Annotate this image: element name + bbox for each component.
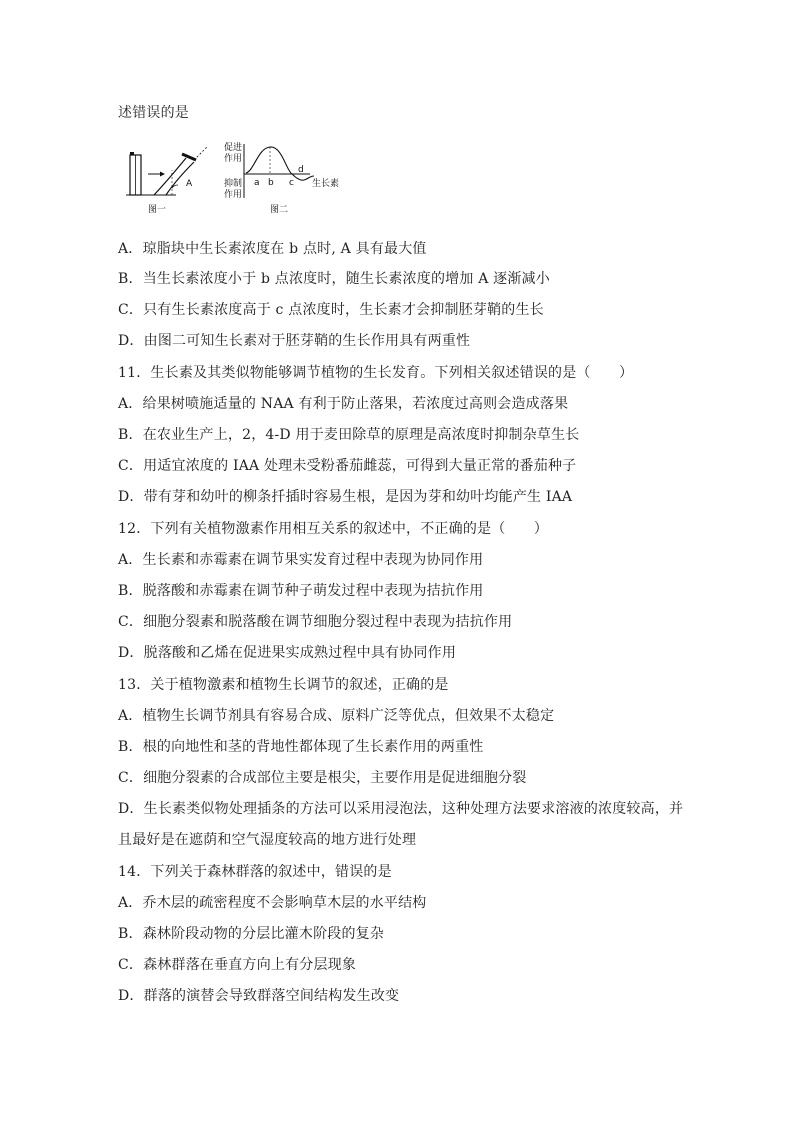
question-intro-text: 述错误的是 bbox=[118, 105, 189, 121]
q14-option-b: B．森林阶段动物的分层比灌木阶段的复杂 bbox=[118, 926, 385, 942]
figure-one bbox=[126, 146, 208, 215]
q11-option-a: A．给果树喷施适量的 NAA 有利于防止落果，若浓度过高则会造成落果 bbox=[118, 396, 569, 412]
q12-option-a: A．生长素和赤霉素在调节果实发育过程中表现为协同作用 bbox=[118, 552, 484, 568]
figure-one-caption: 图一 bbox=[148, 205, 167, 215]
point-a-label: a bbox=[254, 178, 260, 188]
q11-option-b: B．在农业生产上，2，4-D 用于麦田除草的原理是高浓度时抑制杂草生长 bbox=[118, 427, 580, 443]
q10-option-b: B．当生长素浓度小于 b 点浓度时，随生长素浓度的增加 A 逐渐减小 bbox=[118, 271, 550, 287]
q13-stem: 13．关于植物激素和植物生长调节的叙述，正确的是 bbox=[118, 677, 449, 693]
q12-option-d: D．脱落酸和乙烯在促进果实成熟过程中具有协同作用 bbox=[118, 645, 457, 661]
y-axis-lower-label-2: 作用 bbox=[224, 190, 243, 200]
q10-option-a: A．琼脂块中生长素浓度在 b 点时, A 具有最大值 bbox=[118, 241, 427, 257]
q13-option-b: B．根的向地性和茎的背地性都体现了生长素作用的两重性 bbox=[118, 739, 484, 755]
q13-option-a: A．植物生长调节剂具有容易合成、原料广泛等优点，但效果不太稳定 bbox=[118, 708, 555, 724]
q14-stem: 14．下列关于森林群落的叙述中，错误的是 bbox=[118, 864, 392, 880]
growth-curve bbox=[246, 147, 314, 180]
q12-stem: 12．下列有关植物激素作用相互关系的叙述中，不正确的是（ ） bbox=[118, 521, 549, 537]
q13-option-d-continued: 且最好是在遮荫和空气湿度较高的地方进行处理 bbox=[118, 832, 417, 848]
label-a-uppercase: A bbox=[186, 179, 193, 189]
q13-option-d: D．生长素类似物处理插条的方法可以采用浸泡法，这种处理方法要求溶液的浓度较高，并 bbox=[118, 801, 684, 817]
point-d-label: d bbox=[298, 165, 304, 175]
q12-option-b: B．脱落酸和赤霉素在调节种子萌发过程中表现为拮抗作用 bbox=[118, 583, 484, 599]
y-axis-upper-label-1: 促进 bbox=[224, 143, 243, 153]
growth-figure bbox=[124, 140, 350, 220]
q10-option-d: D．由图二可知生长素对于胚芽鞘的生长作用具有两重性 bbox=[118, 333, 471, 349]
q14-option-d: D．群落的演替会导致群落空间结构发生改变 bbox=[118, 988, 400, 1004]
q11-option-d: D．带有芽和幼叶的柳条扦插时容易生根，是因为芽和幼叶均能产生 IAA bbox=[118, 489, 573, 505]
q12-option-c: C．细胞分裂素和脱落酸在调节细胞分裂过程中表现为拮抗作用 bbox=[118, 614, 513, 630]
x-axis-label: 生长素 bbox=[312, 179, 340, 189]
y-axis-upper-label-2: 作用 bbox=[224, 154, 243, 164]
arrow-head-icon bbox=[160, 172, 165, 177]
y-axis-lower-label-1: 抑制 bbox=[224, 179, 243, 189]
point-b-label: b bbox=[268, 178, 274, 188]
q14-option-c: C．森林群落在垂直方向上有分层现象 bbox=[118, 957, 357, 973]
point-c-label: c bbox=[289, 178, 294, 188]
agar-block-tilted bbox=[182, 154, 196, 160]
reference-dashed-line bbox=[194, 146, 208, 160]
q13-option-c: C．细胞分裂素的合成部位主要是根尖，主要作用是促进细胞分裂 bbox=[118, 770, 527, 786]
figure-two-caption: 图二 bbox=[270, 205, 289, 215]
figure-two bbox=[224, 141, 339, 215]
q14-option-a: A．乔木层的疏密程度不会影响草木层的水平结构 bbox=[118, 895, 427, 911]
q10-option-c: C．只有生长素浓度高于 c 点浓度时，生长素才会抑制胚芽鞘的生长 bbox=[118, 302, 544, 318]
q11-option-c: C．用适宜浓度的 IAA 处理未受粉番茄雌蕊，可得到大量正常的番茄种子 bbox=[118, 458, 577, 474]
figure-panel bbox=[124, 140, 350, 220]
q11-stem: 11．生长素及其类似物能够调节植物的生长发育。下列相关叙述错误的是（ ） bbox=[118, 365, 634, 381]
